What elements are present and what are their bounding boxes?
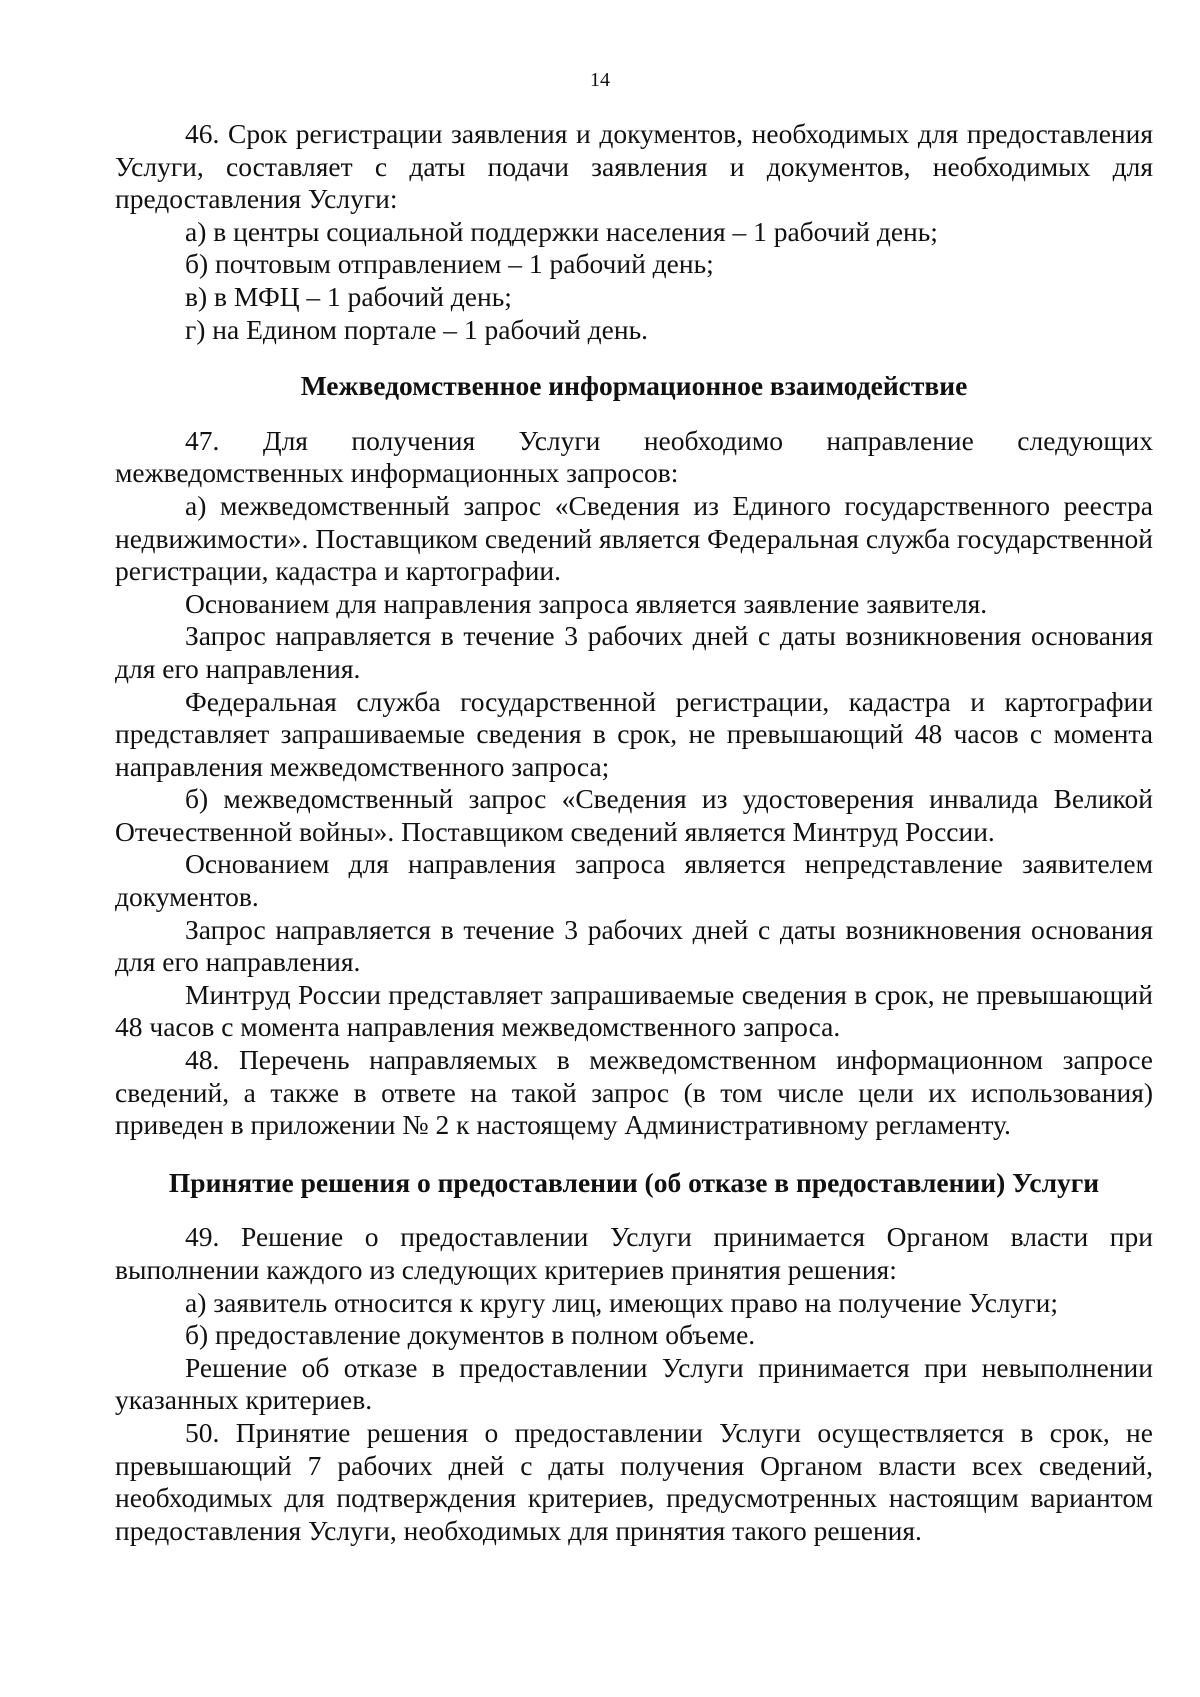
request-a: а) межведомственный запрос «Сведения из Единого государственного реестра недвижимости». Поставщиком сведений является Федеральная служба государственной регистрации, кадастра и картографии. xyxy=(115,489,1153,587)
section-heading-decision: Принятие решения о предоставлении (об отказе в предоставлении) Услуги xyxy=(168,1166,1100,1198)
section-interagency xyxy=(115,425,1153,1142)
list-item-d: г) на Едином портале – 1 рабочий день. xyxy=(185,313,649,345)
refusal-paragraph: Решение об отказе в предоставлении Услуги принимается при невыполнении указанных критериев. xyxy=(115,1351,1153,1416)
criterion-a: а) заявитель относится к кругу лиц, имеющих право на получение Услуги; xyxy=(185,1286,1059,1318)
document-body xyxy=(115,118,1153,1547)
list-item-c: в) в МФЦ – 1 рабочий день; xyxy=(185,280,512,312)
request-b-term: Запрос направляется в течение 3 рабочих дней с даты возникновения основания для его направления. xyxy=(115,913,1153,978)
section-heading-interagency: Межведомственное информационное взаимодействие xyxy=(300,370,968,402)
paragraph-47: 47. Для получения Услуги необходимо направление следующих межведомственных информационных запросов: xyxy=(115,424,1153,489)
section-decision xyxy=(115,1221,1153,1547)
request-a-term: Запрос направляется в течение 3 рабочих дней с даты возникновения основания для его направления. xyxy=(115,620,1153,684)
list-item-a: а) в центры социальной поддержки населения – 1 рабочий день; xyxy=(185,215,938,247)
page-number: 14 xyxy=(590,69,610,91)
list-item-b: б) почтовым отправлением – 1 рабочий день; xyxy=(185,248,714,280)
paragraph-49: 49. Решение о предоставлении Услуги принимается Органом власти при выполнении каждого из следующих критериев принятия решения: xyxy=(115,1221,1153,1285)
paragraph-48: 48. Перечень направляемых в межведомственном информационном запросе сведений, а также в ответе на такой запрос (в том числе цели их использования) приведен в приложении № 2 к настоящему Административному регламенту. xyxy=(115,1044,1153,1141)
request-a-response: Федеральная служба государственной регистрации, кадастра и картографии представляет запрашиваемые сведения в срок, не превышающий 48 часов с момента направления межведомственного запроса; xyxy=(115,685,1153,782)
request-a-basis: Основанием для направления запроса является заявление заявителя. xyxy=(185,587,988,619)
request-b: б) межведомственный запрос «Сведения из удостоверения инвалида Великой Отечественной войны». Поставщиком сведений является Минтруд России. xyxy=(115,783,1153,847)
section-registration-terms xyxy=(115,118,1153,346)
request-b-response: Минтруд России представляет запрашиваемые сведения в срок, не превышающий 48 часов с момента направления межведомственного запроса. xyxy=(115,978,1153,1043)
paragraph-50: 50. Принятие решения о предоставлении Услуги осуществляется в срок, не превышающий 7 рабочих дней с даты получения Органом власти всех сведений, необходимых для подтверждения критериев, предусмотренных настоящим вариантом предоставления Услуги, необходимых для принятия такого решения. xyxy=(115,1416,1153,1546)
paragraph-46: 46. Срок регистрации заявления и документов, необходимых для предоставления Услуги, составляет с даты подачи заявления и документов, необходимых для предоставления Услуги: xyxy=(115,118,1153,215)
request-b-basis: Основанием для направления запроса является непредставление заявителем документов. xyxy=(115,848,1153,913)
criterion-b: б) предоставление документов в полном объеме. xyxy=(185,1319,756,1351)
